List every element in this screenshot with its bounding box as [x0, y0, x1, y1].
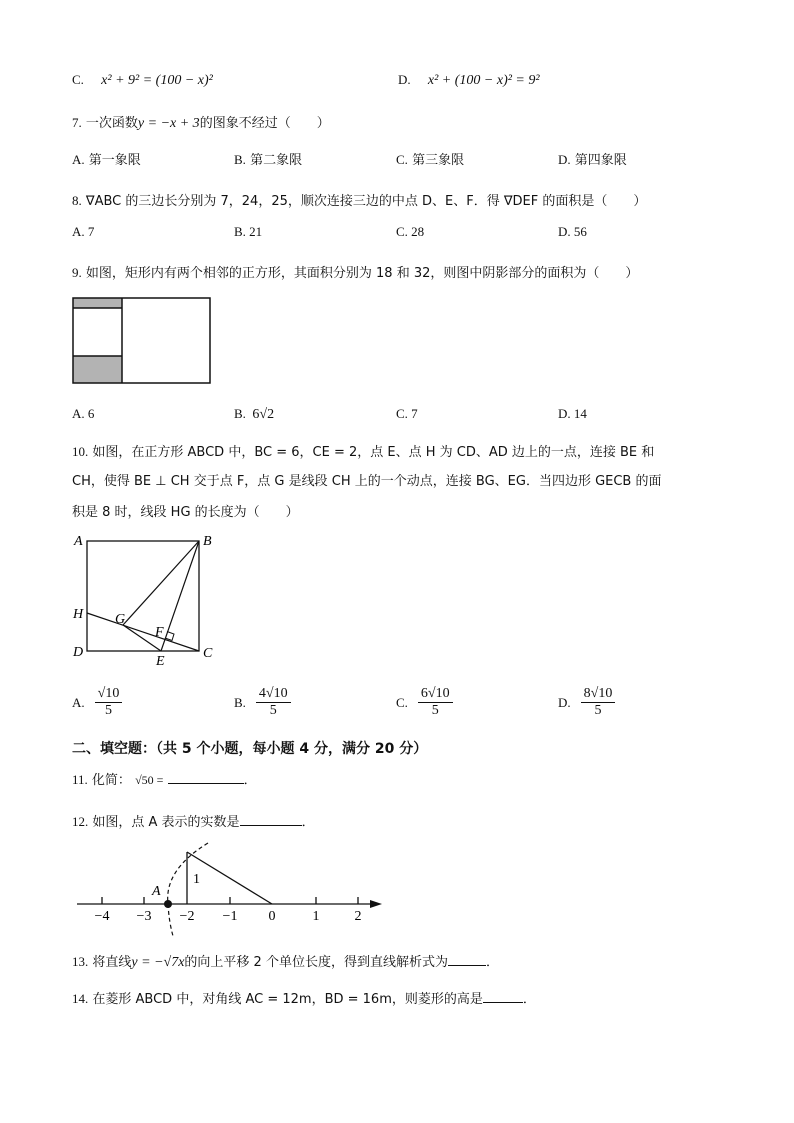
q9-rectangle-figure — [72, 297, 212, 385]
option-text: 28 — [411, 224, 425, 239]
q8-option-d[interactable] — [558, 224, 587, 240]
question-8-stem — [72, 192, 646, 211]
stem-text: 的图象不经过（ ） — [199, 116, 330, 131]
q10-square-figure — [72, 532, 222, 672]
option-label: C. — [396, 406, 408, 421]
shaded-region-bottom — [73, 356, 122, 383]
fraction — [418, 686, 453, 719]
denominator: 5 — [431, 703, 439, 718]
question-14 — [72, 988, 536, 1009]
option-label: A. — [72, 152, 85, 167]
option-text: 7 — [87, 224, 95, 239]
tick-label: −1 — [222, 909, 238, 924]
q8-option-b[interactable] — [234, 224, 262, 240]
label-a: A — [74, 534, 83, 549]
math-expression: y = −√7x — [131, 955, 185, 970]
math-expression: √50 = — [135, 773, 164, 787]
tick-label: −4 — [94, 909, 110, 924]
tick-label: 2 — [354, 909, 362, 924]
option-label: C. — [396, 224, 408, 239]
q12-number-line-figure — [72, 840, 392, 940]
q10-option-c[interactable] — [396, 686, 453, 719]
option-label: B. — [234, 224, 246, 239]
fraction — [581, 686, 616, 719]
q7-option-c[interactable] — [396, 151, 464, 170]
numerator: 6√10 — [418, 686, 453, 703]
stem-text: 的向上平移 2 个单位长度，得到直线解析式为 — [184, 955, 448, 970]
option-label: A. — [72, 694, 85, 710]
denominator: 5 — [269, 703, 277, 718]
stem-text: 一次函数 — [85, 116, 138, 131]
label-e: E — [156, 654, 165, 669]
tick-label: −3 — [136, 909, 152, 924]
q7-option-a[interactable] — [72, 151, 141, 170]
option-text: 21 — [249, 224, 263, 239]
question-12 — [72, 811, 315, 832]
question-number: 13. — [72, 954, 89, 969]
q7-option-b[interactable] — [234, 151, 302, 170]
stem-text: 如图，在正方形 ABCD 中，BC = 6，CE = 2，点 E、点 H 为 CD、AD 边上的一点，连接 BE 和 — [92, 445, 655, 460]
answer-blank[interactable] — [448, 951, 486, 966]
option-text: 6√2 — [252, 407, 275, 422]
q6-option-c[interactable] — [72, 72, 213, 89]
option-label: D. — [558, 224, 571, 239]
question-11 — [72, 769, 257, 790]
fraction — [95, 686, 123, 719]
option-text: 第二象限 — [250, 153, 303, 168]
label-b: B — [203, 534, 212, 549]
section-2-heading: 二、填空题：（共 5 个小题，每小题 4 分，满分 20 分） — [72, 741, 428, 757]
label-c: C — [203, 646, 213, 661]
question-number: 10. — [72, 444, 89, 459]
q9-option-b[interactable] — [234, 406, 274, 423]
stem-text: 如图，矩形内有两个相邻的正方形，其面积分别为 18 和 32，则图中阴影部分的面积为（ ） — [85, 266, 639, 281]
option-text: 7 — [411, 406, 418, 421]
math-expression: y = −x + 3 — [137, 116, 200, 131]
question-number: 11. — [72, 772, 88, 787]
q9-option-a[interactable] — [72, 406, 94, 422]
q6-option-d[interactable] — [398, 72, 540, 89]
question-number: 12. — [72, 814, 89, 829]
option-text: 第一象限 — [88, 153, 141, 168]
option-text: 56 — [573, 224, 587, 239]
option-text: 第四象限 — [574, 153, 627, 168]
denominator: 5 — [594, 703, 602, 718]
tick-label: −2 — [179, 909, 195, 924]
option-text: 14 — [573, 406, 587, 421]
question-10-line-2: CH，使得 BE ⊥ CH 交于点 F，点 G 是线段 CH 上的一个动点，连接 BG、EG．当四边形 GECB 的面 — [72, 474, 662, 489]
point-a-marker — [164, 900, 172, 908]
denominator: 5 — [104, 703, 112, 718]
stem-text: 在菱形 ABCD 中，对角线 AC = 12m，BD = 16m，则菱形的高是 — [92, 992, 483, 1007]
period: ． — [485, 955, 499, 970]
option-expression: x² + 9² = (100 − x)² — [101, 73, 213, 88]
label-g: G — [115, 612, 126, 627]
q10-option-a[interactable] — [72, 686, 122, 719]
q8-option-a[interactable] — [72, 224, 94, 240]
question-number: 7. — [72, 115, 82, 130]
option-label: B. — [234, 694, 246, 710]
option-label: C. — [72, 72, 84, 87]
answer-blank[interactable] — [168, 769, 244, 784]
option-expression: x² + (100 − x)² = 9² — [427, 73, 540, 88]
option-label: C. — [396, 694, 408, 710]
fraction — [256, 686, 291, 719]
q10-option-d[interactable] — [558, 686, 615, 719]
answer-blank[interactable] — [240, 811, 302, 826]
option-label: D. — [558, 152, 571, 167]
period: ． — [301, 815, 315, 830]
shaded-region-top — [73, 298, 122, 308]
option-text: 6 — [87, 406, 95, 421]
question-number: 8. — [72, 193, 82, 208]
q10-option-b[interactable] — [234, 686, 291, 719]
answer-blank[interactable] — [483, 988, 523, 1003]
option-label: A. — [72, 224, 85, 239]
numerator: 4√10 — [256, 686, 291, 703]
option-label: A. — [72, 406, 85, 421]
label-h: H — [73, 607, 84, 622]
q9-option-c[interactable] — [396, 406, 418, 422]
question-13 — [72, 951, 499, 972]
numerator: 8√10 — [581, 686, 616, 703]
option-label: D. — [398, 72, 411, 87]
stem-text: 将直线 — [92, 955, 132, 970]
period: ． — [243, 773, 257, 788]
question-10-line-3: 积是 8 时，线段 HG 的长度为（ ） — [72, 505, 299, 520]
option-label: B. — [234, 406, 246, 421]
option-text: 第三象限 — [412, 153, 465, 168]
stem-text: ∇ABC 的三边长分别为 7，24，25，顺次连接三边的中点 D、E、F．得 ∇DEF 的面积是（ ） — [85, 194, 647, 209]
q8-option-c[interactable] — [396, 224, 424, 240]
period: ． — [522, 992, 536, 1007]
label-d: D — [73, 645, 84, 660]
option-label: B. — [234, 152, 246, 167]
option-label: C. — [396, 152, 408, 167]
numerator: √10 — [95, 686, 123, 703]
q9-option-d[interactable] — [558, 406, 587, 422]
question-10-line-1 — [72, 443, 654, 462]
stem-text: 如图，点 A 表示的实数是 — [92, 815, 240, 830]
question-number: 14. — [72, 991, 89, 1006]
tick-label: 0 — [268, 909, 276, 924]
option-label: D. — [558, 406, 571, 421]
stem-text: 化简： — [91, 773, 131, 788]
q7-option-d[interactable] — [558, 151, 627, 170]
option-label: D. — [558, 694, 571, 710]
question-number: 9. — [72, 265, 82, 280]
tick-label: 1 — [312, 909, 320, 924]
question-7-stem — [72, 114, 330, 133]
point-a-label: A — [152, 884, 161, 899]
height-label: 1 — [193, 872, 200, 887]
label-f: F — [155, 625, 164, 640]
question-9-stem — [72, 264, 638, 283]
